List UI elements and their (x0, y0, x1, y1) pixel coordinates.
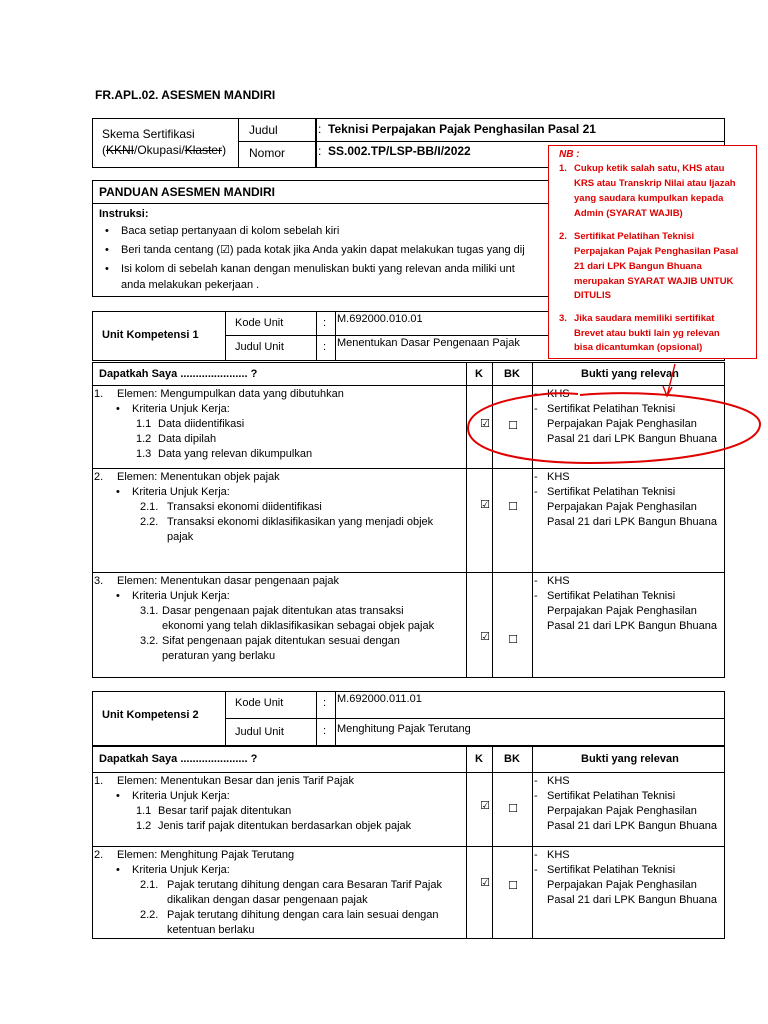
colon: : (318, 144, 322, 158)
evidence-khs: KHS (547, 849, 570, 861)
nomor-label: Nomor (249, 146, 286, 160)
nb-line: Brevet atau bukti lain yg relevan (574, 328, 720, 339)
unit-label: Unit Kompetensi 1 (102, 329, 199, 341)
criterion-number: 2.2. (140, 909, 159, 921)
instruction-label: Instruksi: (99, 208, 149, 220)
kuk-label: • Kriteria Unjuk Kerja: (132, 863, 230, 877)
k-header: K (475, 368, 483, 380)
evidence-cert: Perpajakan Pajak Penghasilan (547, 805, 697, 817)
criterion-number: 1.3 (136, 448, 152, 460)
kuk-label: • Kriteria Unjuk Kerja: (132, 485, 230, 499)
k-checkbox-checked[interactable]: ☑ (480, 800, 490, 812)
evidence-khs: KHS (547, 775, 570, 787)
nb-line: merupakan SYARAT WAJIB UNTUK (574, 276, 734, 287)
dash: - (534, 388, 538, 400)
element-title: Elemen: Menentukan objek pajak (117, 471, 280, 483)
dash: - (534, 849, 538, 861)
criterion-text: Transaksi ekonomi diidentifikasi (167, 501, 322, 513)
evidence-cert: Perpajakan Pajak Penghasilan (547, 418, 697, 430)
nb-note-box (548, 145, 757, 359)
bk-header: BK (504, 753, 520, 765)
instruction-item: • Isi kolom di sebelah kanan dengan menuliskan bukti yang relevan anda miliki unt (121, 262, 515, 276)
judul-unit-label: Judul Unit (235, 341, 284, 353)
criterion-text: Transaksi ekonomi diklasifikasikan yang menjadi objek (167, 516, 434, 528)
instruction-item-cont: anda melakukan pekerjaan . (121, 279, 260, 291)
element-title: Elemen: Menentukan Besar dan jenis Tarif Pajak (117, 775, 355, 787)
kuk-label: • Kriteria Unjuk Kerja: (132, 789, 230, 803)
evidence-cert: Pasal 21 dari LPK Bangun Bhuana (547, 516, 718, 528)
nb-title: NB : (559, 149, 580, 160)
dash: - (534, 575, 538, 587)
k-checkbox-checked[interactable]: ☑ (480, 631, 490, 643)
evidence-khs: KHS (547, 388, 570, 400)
dash: - (534, 864, 538, 876)
criterion-number: 3.2. (140, 635, 159, 647)
evidence-cert: Perpajakan Pajak Penghasilan (547, 879, 697, 891)
k-checkbox-checked[interactable]: ☑ (480, 418, 490, 430)
colon: : (323, 725, 327, 737)
judul-label: Judul (249, 123, 278, 137)
nb-line: Cukup ketik salah satu, KHS atau (574, 163, 725, 174)
criterion-number: 3.1. (140, 605, 159, 617)
evidence-cert: Sertifikat Pelatihan Teknisi (547, 403, 676, 415)
scheme-title: Teknisi Perpajakan Pajak Penghasilan Pasal 21 (328, 122, 596, 136)
nb-line: Perpajakan Pajak Penghasilan Pasal (574, 246, 739, 257)
dash: - (534, 790, 538, 802)
evidence-cert: Sertifikat Pelatihan Teknisi (547, 864, 676, 876)
bk-checkbox[interactable]: ☐ (508, 420, 518, 432)
element-title: Elemen: Menentukan dasar pengenaan pajak (117, 575, 339, 587)
criterion-text: dikalikan dengan dasar pengenaan pajak (167, 894, 368, 906)
bk-checkbox[interactable]: ☐ (508, 634, 518, 646)
element-title: Elemen: Mengumpulkan data yang dibutuhkan (117, 388, 344, 400)
evidence-khs: KHS (547, 471, 570, 483)
criterion-number: 2.1. (140, 879, 159, 891)
unit-code: M.692000.010.01 (337, 313, 423, 325)
colon: : (323, 317, 327, 329)
nb-number: 3. (559, 313, 567, 324)
evidence-cert: Sertifikat Pelatihan Teknisi (547, 486, 676, 498)
criterion-number: 2.1. (140, 501, 159, 513)
criterion-text: Data dipilah (158, 433, 217, 445)
instruction-item: • Baca setiap pertanyaan di kolom sebelah kiri (121, 224, 339, 238)
evidence-cert: Pasal 21 dari LPK Bangun Bhuana (547, 620, 718, 632)
evidence-cert: Sertifikat Pelatihan Teknisi (547, 590, 676, 602)
colon: : (318, 122, 322, 136)
element-number: 1. (94, 388, 104, 400)
evidence-cert: Pasal 21 dari LPK Bangun Bhuana (547, 894, 718, 906)
nb-line: Admin (SYARAT WAJIB) (574, 208, 683, 219)
kode-unit-label: Kode Unit (235, 317, 284, 329)
criterion-text: Besar tarif pajak ditentukan (158, 805, 292, 817)
nb-line: bisa dicantumkan (opsional) (574, 342, 703, 353)
colon: : (323, 341, 327, 353)
bk-checkbox[interactable]: ☐ (508, 803, 518, 815)
pointer-arrow (667, 364, 675, 396)
criterion-text: Jenis tarif pajak ditentukan berdasarkan objek pajak (158, 820, 412, 832)
nb-line: Sertifikat Pelatihan Teknisi (574, 231, 695, 242)
nb-number: 1. (559, 163, 567, 174)
colon: : (323, 697, 327, 709)
kuk-label: • Kriteria Unjuk Kerja: (132, 402, 230, 416)
scheme-number: SS.002.TP/LSP-BB/I/2022 (328, 144, 471, 158)
criterion-number: 1.2 (136, 433, 152, 445)
document-title: FR.APL.02. ASESMEN MANDIRI (95, 88, 276, 102)
scheme-type: (KKNI/Okupasi/Klaster) (102, 143, 227, 157)
unit-label: Unit Kompetensi 2 (102, 709, 199, 721)
scheme-label: Skema Sertifikasi (102, 127, 195, 141)
nb-line: Jika saudara memiliki sertifikat (574, 313, 715, 324)
evidence-header: Bukti yang relevan (581, 753, 679, 765)
guide-title: PANDUAN ASESMEN MANDIRI (99, 185, 276, 199)
criterion-number: 2.2. (140, 516, 159, 528)
judul-unit-label: Judul Unit (235, 726, 284, 738)
evidence-cert: Pasal 21 dari LPK Bangun Bhuana (547, 433, 718, 445)
unit-title: Menentukan Dasar Pengenaan Pajak (337, 337, 520, 349)
unit-title: Menghitung Pajak Terutang (337, 723, 471, 735)
dash: - (534, 590, 538, 602)
criterion-text: Pajak terutang dihitung dengan cara lain sesuai dengan (167, 909, 439, 921)
nb-number: 2. (559, 231, 567, 242)
kuk-label: • Kriteria Unjuk Kerja: (132, 589, 230, 603)
bk-checkbox[interactable]: ☐ (508, 880, 518, 892)
unit-code: M.692000.011.01 (337, 693, 422, 705)
nb-line: 21 dari LPK Bangun Bhuana (574, 261, 702, 272)
element-number: 2. (94, 849, 104, 861)
criterion-text: peraturan yang berlaku (162, 650, 276, 662)
question-header: Dapatkah Saya ...................... ? (99, 753, 258, 765)
evidence-header: Bukti yang relevan (581, 368, 679, 380)
criterion-text: Data yang relevan dikumpulkan (158, 448, 313, 460)
evidence-cert: Perpajakan Pajak Penghasilan (547, 605, 697, 617)
criterion-number: 1.1 (136, 805, 152, 817)
dash: - (534, 775, 538, 787)
k-header: K (475, 753, 483, 765)
dash: - (534, 486, 538, 498)
criterion-text: Data diidentifikasi (158, 418, 245, 430)
dash: - (534, 403, 538, 415)
kode-unit-label: Kode Unit (235, 697, 284, 709)
element-number: 2. (94, 471, 104, 483)
k-checkbox-checked[interactable]: ☑ (480, 499, 490, 511)
evidence-cert: Pasal 21 dari LPK Bangun Bhuana (547, 820, 718, 832)
element-number: 3. (94, 575, 104, 587)
criterion-text: Sifat pengenaan pajak ditentukan sesuai dengan (162, 635, 400, 647)
dash: - (534, 471, 538, 483)
nb-line: KRS atau Transkrip Nilai atau Ijazah (574, 178, 736, 189)
nb-line: yang saudara kumpulkan kepada (574, 193, 724, 204)
criterion-text: Dasar pengenaan pajak ditentukan atas transaksi (162, 605, 404, 617)
criterion-text: ketentuan berlaku (167, 924, 255, 936)
evidence-cert: Perpajakan Pajak Penghasilan (547, 501, 697, 513)
bk-checkbox[interactable]: ☐ (508, 501, 518, 513)
nb-line: DITULIS (574, 290, 611, 301)
criterion-text: Pajak terutang dihitung dengan cara Besaran Tarif Pajak (167, 879, 442, 891)
bk-header: BK (504, 368, 520, 380)
element-number: 1. (94, 775, 104, 787)
k-checkbox-checked[interactable]: ☑ (480, 877, 490, 889)
criterion-text: ekonomi yang telah diklasifikasikan sebagai objek pajak (162, 620, 435, 632)
criterion-number: 1.2 (136, 820, 152, 832)
criterion-text: pajak (167, 531, 194, 543)
instruction-item: • Beri tanda centang (☑) pada kotak jika Anda yakin dapat melakukan tugas yang dij (121, 243, 525, 257)
question-header: Dapatkah Saya ...................... ? (99, 368, 258, 380)
evidence-cert: Sertifikat Pelatihan Teknisi (547, 790, 676, 802)
criterion-number: 1.1 (136, 418, 152, 430)
element-title: Elemen: Menghitung Pajak Terutang (117, 849, 295, 861)
evidence-khs: KHS (547, 575, 570, 587)
